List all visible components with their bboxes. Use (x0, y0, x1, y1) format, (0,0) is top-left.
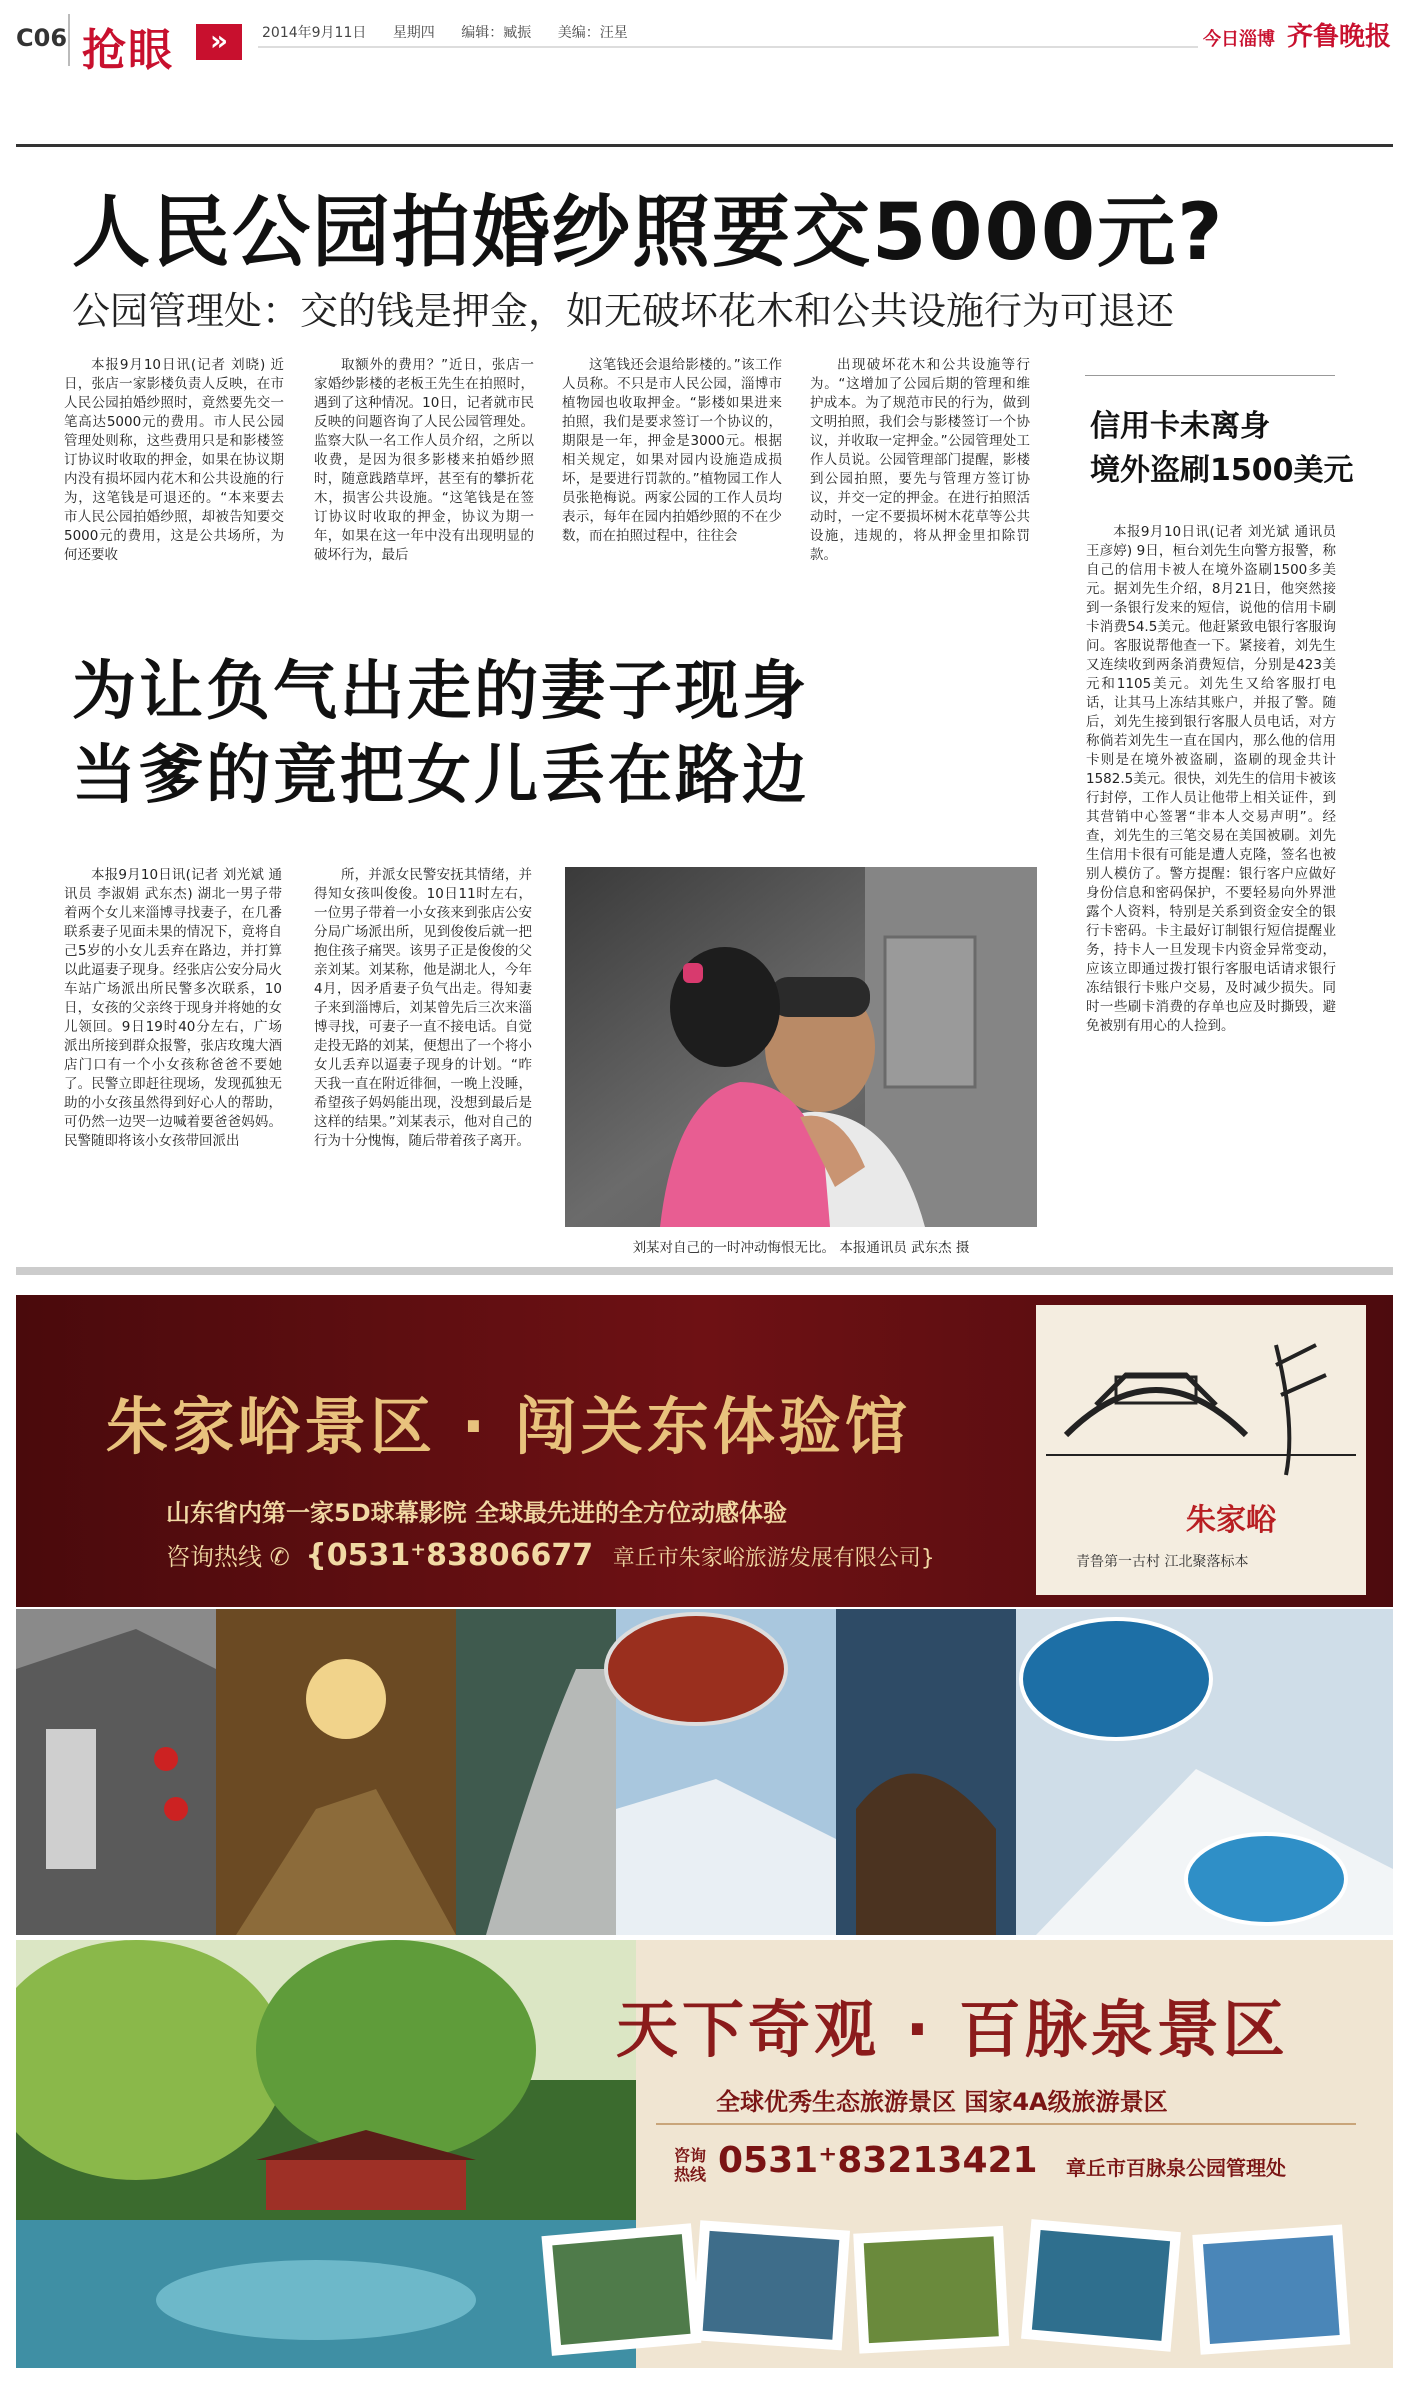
ad2-hotline-label: 咨询热线 (673, 2146, 706, 2184)
editor-credit: 编辑：臧振 (461, 25, 532, 41)
meta-divider (258, 46, 1198, 48)
ad1-logo (1036, 1305, 1366, 1595)
ad1-phone: {0531⁺83806677 (305, 1538, 594, 1573)
ad1-company: 章丘市朱家峪旅游发展有限公司} (612, 1546, 935, 1571)
story2-headline-line-1: 为让负气出走的妻子现身 (72, 655, 809, 729)
baimaiquan-advertisement (16, 1940, 1393, 2368)
ad1-title: 朱家峪景区 · 闯关东体验馆 (106, 1390, 911, 1463)
brand-edition: 今日淄博 (1202, 29, 1275, 50)
story2-column-1 (64, 866, 282, 1151)
page-header (0, 0, 1409, 78)
zhujiayu-advertisement (16, 1295, 1393, 1935)
ad1-subtitle: 山东省内第一家5D球幕影院 全球最先进的全方位动感体验 (166, 1499, 787, 1527)
story1-subhead: 公园管理处：交的钱是押金，如无破坏花木和公共设施行为可退还 (72, 289, 1175, 333)
story1-text-3: 这笔钱还会退给影楼的。”该工作人员称。不只是市人民公园，淄博市植物园也收取押金。“影楼如果进来拍照，我们是要求签订一个协议的，期限是一年，押金是3000元。根据相关规定，如果对园内设施造成损坏，是要进行罚款的。”植物园工作人员张艳梅说。两家公园的工作人员均表示，每年在园内拍婚纱照的不在少数，而在拍照过程中，往往会 (562, 357, 782, 544)
news-photo (565, 867, 1037, 1227)
ad1-logo-text: 朱家峪 (1186, 1503, 1276, 1538)
story2-text-1: 本报9月10日讯(记者 刘光斌 通讯员 李淑娟 武东杰) 湖北一男子带着两个女儿来淄博寻找妻子，在几番联系妻子见面未果的情况下，竟将自己5岁的小女儿丢弃在路边，并打算以此逼妻子现身。经张店公安分局火车站广场派出所民警多次联系，10日，女孩的父亲终于现身并将她的女儿领回。9日19时40分左右，广场派出所接到群众报警，张店玫瑰大酒店门口有一个小女孩称爸爸不要她了。民警立即赶往现场，发现孤独无助的小女孩虽然得到好心人的帮助，可仍然一边哭一边喊着要爸爸妈妈。民警随即将该小女孩带回派出 (64, 867, 282, 1149)
story1-text-2: 取额外的费用？”近日，张店一家婚纱影楼的老板王先生在拍照时，遇到了这种情况。10日，记者就市民反映的问题咨询了人民公园管理处。监察大队一名工作人员介绍，之所以收费，是因为很多影楼来拍婚纱照时，随意践踏草坪，甚至有的攀折花木，损害公共设施。“这笔钱是在签订协议时收取的押金，协议为期一年，如果在这一年中没有出现明显的破坏行为，最后 (314, 357, 534, 563)
ad2-company: 章丘市百脉泉公园管理处 (1066, 2156, 1286, 2180)
ad1-hotline (166, 1537, 935, 1573)
ad2-divider (656, 2123, 1356, 2125)
story3-column (1086, 523, 1336, 1036)
designer-credit: 美编：汪星 (557, 25, 628, 41)
page-code: C06 (16, 24, 68, 52)
story1-headline: 人民公园拍婚纱照要交5000元? (72, 188, 1225, 278)
section-name: 抢眼 (82, 25, 174, 76)
story2-headline (72, 650, 809, 818)
story3-headline (1090, 405, 1354, 493)
story3-text: 本报9月10日讯(记者 刘光斌 通讯员 王彦婷) 9日，桓台刘先生向警方报警，称自己的信用卡被人在境外盗刷1500多美元。据刘先生介绍，8月21日，他突然接到一条银行发来的短信，说他的信用卡刷卡消费54.5美元。他赶紧致电银行客服询问。客服说帮他查一下。紧接着，刘先生又连续收到两条消费短信，分别是423美元和1105美元。刘先生又给客服打电话，让其马上冻结其账户，并报了警。随后，刘先生接到银行客服人员电话，对方称倘若刘先生一直在国内，那么他的信用卡则是在境外被盗刷，盗刷的现金共计1582.5美元。很快，刘先生的信用卡被该行封停，工作人员让他带上相关证件，到其营销中心签署“非本人交易声明”。经查，刘先生的三笔交易在美国被刷。刘先生信用卡很有可能是遭人克隆，签名也被别人模仿了。警方提醒：银行客户应做好身份信息和密码保护，不要轻易向外界泄露个人资料，特别是关系到资金安全的银行卡密码。卡主最好订制银行短信提醒业务，持卡人一旦发现卡内资金异常变动，应该立即通过拨打银行客服电话请求银行冻结银行卡账户交易，及时减少损失。同时一些刷卡消费的存单也应及时撕毁，避免被别有用心的人捡到。 (1086, 524, 1336, 1034)
story1-column-2 (314, 356, 534, 565)
story2-text-2: 所，并派女民警安抚其情绪，并得知女孩叫俊俊。10日11时左右，一位男子带着一小女孩来到张店公安分局广场派出所，见到俊俊后就一把抱住孩子痛哭。该男子正是俊俊的父亲刘某。刘某称，他是湖北人，今年4月，因矛盾妻子负气出走。得知妻子来到淄博后，刘某曾先后三次来淄博寻找，可妻子一直不接电话。自觉走投无路的刘某，便想出了一个将小女儿丢弃以逼妻子现身的计划。“昨天我一直在附近徘徊，一晚上没睡，希望孩子妈妈能出现，没想到最后是这样的结果。”刘某表示，他对自己的行为十分愧悔，随后带着孩子离开。 (314, 867, 532, 1149)
page-meta (262, 22, 650, 42)
story3-headline-line-2: 境外盗刷1500美元 (1090, 453, 1354, 488)
story1-text-1: 本报9月10日讯(记者 刘晓) 近日，张店一家影楼负责人反映，在市人民公园拍婚纱照时，竟然要先交一笔高达5000元的费用。市人民公园管理处则称，这些费用只是和影楼签订协议时收取的押金，如果在协议期内没有损坏园内花木和公共设施的行为，这笔钱是可退还的。“本来要去市人民公园拍婚纱照，却被告知要交5000元的费用，这是公共场所，为何还要收 (64, 357, 284, 563)
story1-column-3 (562, 356, 782, 546)
ad2-subtitle: 全球优秀生态旅游景区 国家4A级旅游景区 (716, 2088, 1168, 2116)
bridge-ink-icon (1036, 1305, 1366, 1505)
ad2-photo-strip (536, 2210, 1376, 2360)
ad2-title: 天下奇观 · 百脉泉景区 (616, 1993, 1289, 2066)
newspaper-brand (1203, 16, 1391, 53)
photo-caption: 刘某对自己的一时冲动悔恨无比。 本报通讯员 武东杰 摄 (632, 1240, 970, 1256)
ad1-photo-collage (16, 1609, 1393, 1935)
story1-column-1 (64, 356, 284, 565)
ad-divider (16, 1267, 1393, 1275)
ad1-hotline-label: 咨询热线 (166, 1543, 262, 1571)
story3-headline-line-1: 信用卡未离身 (1090, 409, 1270, 444)
story2-column-2 (314, 866, 532, 1151)
story1-column-4 (810, 356, 1030, 565)
header-divider (68, 14, 70, 66)
chevron-right-icon: » (196, 24, 242, 60)
ad1-logo-tagline: 青鲁第一古村 江北聚落标本 (1076, 1554, 1249, 1570)
ad2-phone: 0531⁺83213421 (718, 2140, 1038, 2181)
sidebar-divider (1085, 375, 1335, 376)
issue-date: 2014年9月11日 (262, 25, 367, 41)
issue-weekday: 星期四 (392, 25, 435, 41)
top-divider (16, 144, 1393, 147)
story2-headline-line-2: 当爹的竟把女儿丢在路边 (72, 739, 809, 813)
brand-name: 齐鲁晚报 (1286, 22, 1391, 52)
story1-text-4: 出现破坏花木和公共设施等行为。“这增加了公园后期的管理和维护成本。为了规范市民的行为，做到文明拍照，我们会与影楼签订一个协议，并收取一定押金。”公园管理处工作人员说。公园管理部门提醒，影楼到公园拍照，要先与管理方签订协议，并交一定的押金。在进行拍照活动时，一定不要损坏树木花草等公共设施，违规的，将从押金里扣除罚款。 (810, 357, 1030, 563)
phone-icon: ✆ (269, 1543, 290, 1571)
